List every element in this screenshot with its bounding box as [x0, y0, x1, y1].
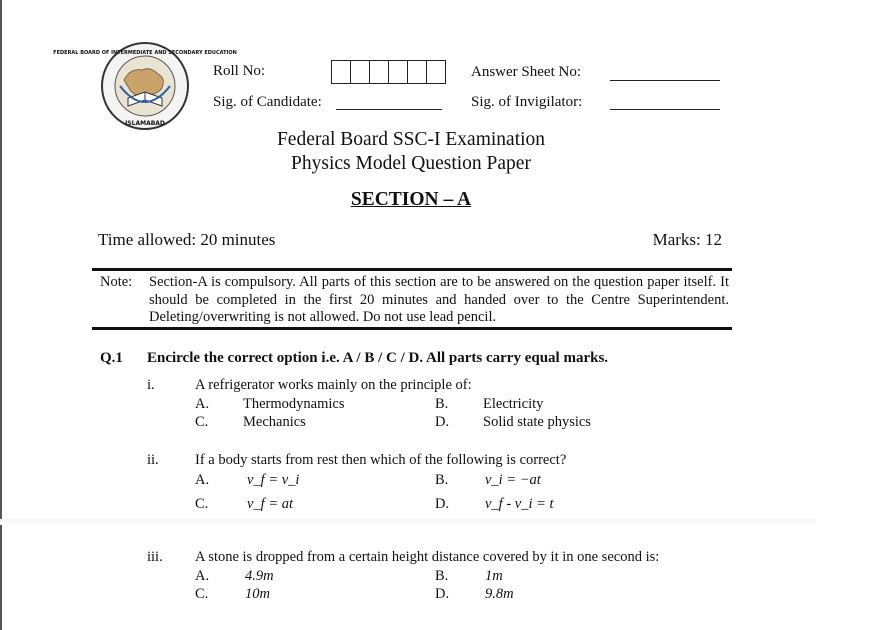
option-text: 4.9m	[245, 568, 274, 584]
sig-invigilator-label: Sig. of Invigilator:	[471, 94, 583, 110]
part-question: A refrigerator works mainly on the principle of:	[195, 377, 472, 393]
option-formula: v_f = v_i	[247, 472, 300, 488]
paper-title: Physics Model Question Paper	[291, 153, 531, 174]
option-text: 9.8m	[485, 586, 514, 602]
option-text: Thermodynamics	[243, 396, 345, 412]
note-label: Note:	[100, 274, 133, 290]
part-question: If a body starts from rest then which of the following is correct?	[195, 452, 567, 468]
option-letter: A.	[195, 396, 210, 412]
option-letter: B.	[435, 568, 449, 584]
option-letter: B.	[435, 396, 449, 412]
part-number: ii.	[147, 452, 159, 468]
option-formula: v_i = −at	[485, 472, 541, 488]
roll-no-label: Roll No:	[213, 63, 266, 79]
marks: Marks: 12	[652, 230, 722, 249]
option-letter: C.	[195, 586, 209, 602]
option-formula: v_f = at	[247, 496, 294, 512]
option-formula: v_f - v_i = t	[485, 496, 554, 512]
answer-sheet-label: Answer Sheet No:	[471, 64, 581, 80]
option-letter: C.	[195, 414, 209, 430]
option-text: Electricity	[483, 396, 544, 412]
logo-top-text: FEDERAL BOARD OF INTERMEDIATE AND SECONDARY EDUCATION	[53, 50, 237, 56]
note-text: Section-A is compulsory. All parts of this section are to be answered on the question paper itself. It should be completed in the first 20 minutes and handed over to the Centre Superintendent. Deleting/overwriting is not allowed. Do not use lead pencil.	[149, 274, 729, 325]
option-text: Mechanics	[243, 414, 306, 430]
exam-title: Federal Board SSC-I Examination	[276, 129, 546, 150]
option-letter: C.	[195, 496, 209, 512]
part-number: i.	[147, 377, 155, 393]
option-letter: D.	[435, 586, 450, 602]
option-text: Solid state physics	[483, 414, 591, 430]
part-number: iii.	[147, 549, 163, 565]
option-letter: B.	[435, 472, 449, 488]
document-page-continued	[2, 0, 878, 630]
option-letter: D.	[435, 496, 450, 512]
question-number: Q.1	[100, 350, 123, 366]
time-allowed: Time allowed: 20 minutes	[98, 230, 276, 249]
question-instruction: Encircle the correct option i.e. A / B / C / D. All parts carry equal marks.	[147, 350, 609, 366]
option-text: 10m	[245, 586, 270, 602]
logo-bottom-text: ISLAMABAD	[125, 120, 165, 127]
option-letter: D.	[435, 414, 450, 430]
option-letter: A.	[195, 568, 210, 584]
section-title: SECTION – A	[350, 189, 472, 210]
part-question: A stone is dropped from a certain height distance covered by it in one second is:	[195, 549, 660, 565]
option-letter: A.	[195, 472, 210, 488]
sig-candidate-label: Sig. of Candidate:	[213, 94, 322, 110]
option-text: 1m	[485, 568, 503, 584]
